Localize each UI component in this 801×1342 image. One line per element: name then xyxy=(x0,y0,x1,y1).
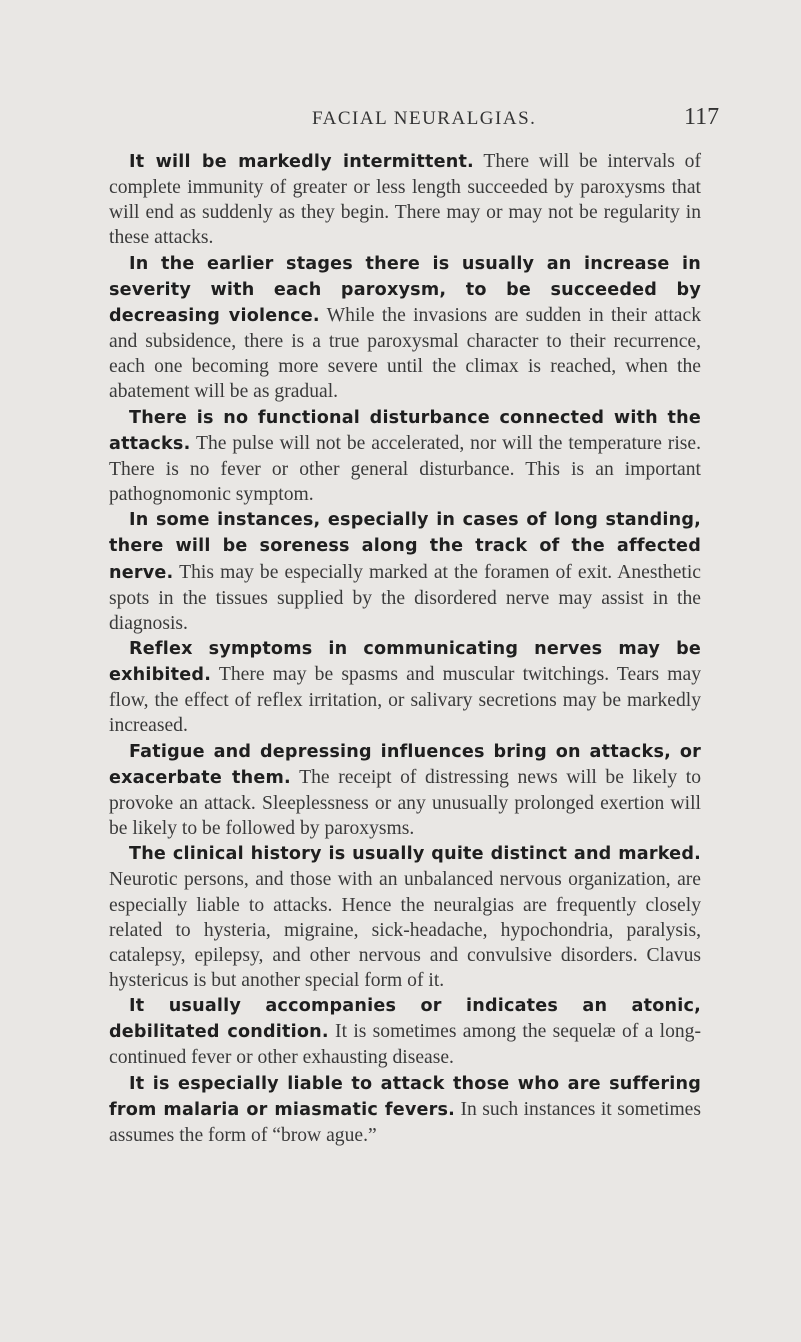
paragraph-text: There will be intervals of complete immunity of greater or less length succeeded by paroxysms that will end as suddenly as they begin. There may or may not be regularity in these attacks. xyxy=(109,151,702,249)
body-text xyxy=(109,149,701,1148)
paragraph-text: Neurotic persons, and those with an unbalanced nervous organization, are especially liable to attacks. Hence the neuralgias are frequently closely related to hysteria, migraine, sick-headache, hypochondria, paralysis, catalepsy, epilepsy, and other nervous and convulsive disorders. Clavus hystericus is but another special form of it. xyxy=(109,869,701,991)
paragraph xyxy=(109,149,701,251)
paragraph xyxy=(109,636,701,739)
paragraph-lead: In some instances, especially in cases of long standing, there will be soreness along the track of the affected nerve. xyxy=(109,510,701,583)
paragraph xyxy=(109,739,701,842)
paragraph-lead: Reflex symptoms in communicating nerves may be exhibited. xyxy=(109,638,701,686)
paragraph-lead: In the earlier stages there is usually an increase in severity with each paroxysm, to be succeeded by decreasing violence. xyxy=(109,253,701,326)
paragraph xyxy=(109,251,701,405)
paragraph-lead: The clinical history is usually quite distinct and marked. xyxy=(129,844,701,865)
paragraph-text: This may be especially marked at the foramen of exit. Anesthetic spots in the tissues supplied by the disordered nerve may assist in the diagnosis. xyxy=(109,561,701,634)
paragraph-text: The pulse will not be accelerated, nor will the temperature rise. There is no fever or other general disturbance. This is an important pathognomonic symptom. xyxy=(109,432,701,506)
paragraph xyxy=(109,993,701,1070)
paragraph-lead: Fatigue and depressing influences bring on attacks, or exacerbate them. xyxy=(109,741,701,788)
paragraph xyxy=(109,507,701,636)
paragraph-text: In such instances it sometimes assumes the form of “brow ague.” xyxy=(109,1098,702,1146)
running-head: FACIAL NEURALGIAS. xyxy=(312,108,537,129)
paragraph-lead: It is especially liable to attack those who are suffering from malaria or miasmatic fevers. xyxy=(109,1073,701,1120)
paragraph xyxy=(109,405,701,508)
paragraph xyxy=(109,1071,701,1148)
paragraph-text: It is sometimes among the sequelæ of a long-continued fever or other exhausting disease. xyxy=(109,1021,701,1069)
page-number: 117 xyxy=(684,104,720,130)
page-header xyxy=(0,104,801,144)
paragraph xyxy=(109,841,701,993)
paragraph-text: The receipt of distressing news will be likely to provoke an attack. Sleeplessness or any unusually prolonged exertion will be likely to be followed by paroxysms. xyxy=(109,766,701,840)
paragraph-text: While the invasions are sudden in their attack and subsidence, there is a true paroxysmal character to their recurrence, each one becoming more severe until the climax is reached, when the abatement will be as gradual. xyxy=(109,304,701,403)
paragraph-lead: There is no functional disturbance connected with the attacks. xyxy=(109,407,701,454)
paragraph-lead: It usually accompanies or indicates an atonic, debilitated condition. xyxy=(109,996,701,1043)
paragraph-lead: It will be markedly intermittent. xyxy=(129,152,474,172)
paragraph-text: There may be spasms and muscular twitchings. Tears may flow, the effect of reflex irritation, or salivary secretions may be markedly increased. xyxy=(109,664,701,737)
